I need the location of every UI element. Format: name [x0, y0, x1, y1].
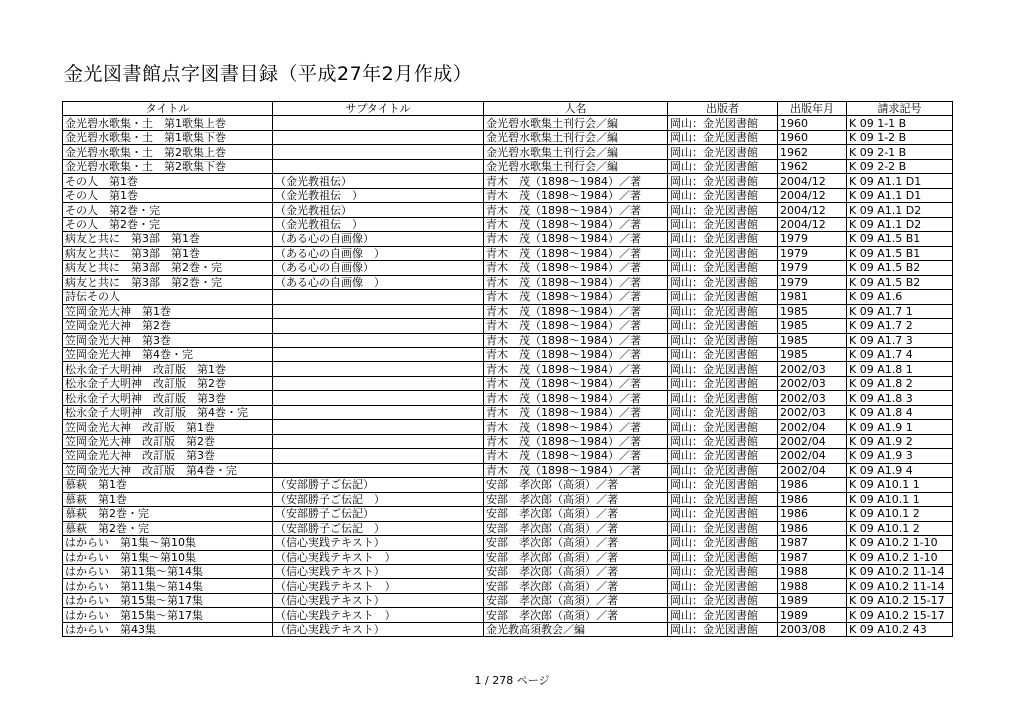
cell-author: 安部 孝次郎（高須）／著 [484, 478, 668, 492]
cell-author: 金光教高須教会／編 [484, 622, 668, 636]
cell-title: 松永金子大明神 改訂版 第1巻 [63, 362, 273, 376]
table-row [63, 174, 953, 188]
cell-title: 笠岡金光大神 第4巻・完 [63, 347, 273, 361]
cell-subtitle [273, 319, 484, 333]
cell-publisher: 岡山：金光図書館 [668, 434, 778, 448]
table-row [63, 391, 953, 405]
cell-title: 笠岡金光大神 改訂版 第2巻 [63, 434, 273, 448]
cell-author: 金光碧水歌集土刊行会／編 [484, 145, 668, 159]
cell-author: 青木 茂（1898～1984）／著 [484, 449, 668, 463]
cell-author: 青木 茂（1898～1984）／著 [484, 290, 668, 304]
cell-subtitle: （安部勝子ご伝記） [273, 478, 484, 492]
cell-subtitle: （金光教祖伝） [273, 174, 484, 188]
cell-author: 青木 茂（1898～1984）／著 [484, 232, 668, 246]
cell-call-number: K 09 A10.1 1 [847, 478, 953, 492]
table-row [63, 579, 953, 593]
cell-publisher: 岡山：金光図書館 [668, 608, 778, 622]
cell-pub-date: 1962 [778, 145, 847, 159]
cell-call-number: K 09 A10.2 1-10 [847, 550, 953, 564]
cell-pub-date: 1979 [778, 275, 847, 289]
page-title: 金光図書館点字図書目録（平成27年2月作成） [64, 63, 473, 85]
cell-title: はからい 第11集～第14集 [63, 565, 273, 579]
cell-publisher: 岡山：金光図書館 [668, 290, 778, 304]
cell-call-number: K 09 A1.9 2 [847, 434, 953, 448]
cell-subtitle [273, 116, 484, 130]
cell-subtitle [273, 304, 484, 318]
cell-title: その人 第2巻・完 [63, 203, 273, 217]
cell-subtitle: （ある心の自画像 ） [273, 275, 484, 289]
cell-title: 松永金子大明神 改訂版 第2巻 [63, 376, 273, 390]
cell-author: 青木 茂（1898～1984）／著 [484, 304, 668, 318]
cell-author: 安部 孝次郎（高須）／著 [484, 550, 668, 564]
cell-publisher: 岡山：金光図書館 [668, 319, 778, 333]
table-row [63, 116, 953, 130]
cell-title: 金光碧水歌集・土 第1歌集下巻 [63, 130, 273, 144]
cell-publisher: 岡山：金光図書館 [668, 203, 778, 217]
cell-subtitle: （信心実践テキスト） [273, 593, 484, 607]
cell-author: 安部 孝次郎（高須）／著 [484, 593, 668, 607]
cell-subtitle: （信心実践テキスト ） [273, 608, 484, 622]
cell-author: 青木 茂（1898～1984）／著 [484, 391, 668, 405]
cell-call-number: K 09 A1.5 B1 [847, 246, 953, 260]
cell-title: 松永金子大明神 改訂版 第4巻・完 [63, 405, 273, 419]
cell-publisher: 岡山：金光図書館 [668, 391, 778, 405]
cell-author: 安部 孝次郎（高須）／著 [484, 608, 668, 622]
cell-title: その人 第1巻 [63, 188, 273, 202]
cell-call-number: K 09 A1.1 D1 [847, 174, 953, 188]
table-row [63, 362, 953, 376]
column-header-call-number: 請求記号 [847, 102, 953, 116]
cell-author: 安部 孝次郎（高須）／著 [484, 579, 668, 593]
cell-call-number: K 09 A1.7 1 [847, 304, 953, 318]
cell-subtitle [273, 290, 484, 304]
cell-publisher: 岡山：金光図書館 [668, 116, 778, 130]
cell-call-number: K 09 A1.9 3 [847, 449, 953, 463]
cell-title: 笠岡金光大神 第3巻 [63, 333, 273, 347]
cell-publisher: 岡山：金光図書館 [668, 463, 778, 477]
table-row [63, 521, 953, 535]
page-number: 1 / 278 ページ [474, 674, 550, 687]
table-row [63, 565, 953, 579]
table-row [63, 261, 953, 275]
cell-call-number: K 09 A1.6 [847, 290, 953, 304]
table-header-row [63, 102, 953, 116]
cell-call-number: K 09 A1.5 B2 [847, 261, 953, 275]
cell-author: 青木 茂（1898～1984）／著 [484, 420, 668, 434]
cell-title: 病友と共に 第3部 第1巻 [63, 246, 273, 260]
cell-call-number: K 09 A10.2 11-14 [847, 579, 953, 593]
cell-publisher: 岡山：金光図書館 [668, 449, 778, 463]
cell-title: はからい 第11集～第14集 [63, 579, 273, 593]
cell-pub-date: 1986 [778, 478, 847, 492]
cell-title: 金光碧水歌集・土 第1歌集上巻 [63, 116, 273, 130]
cell-call-number: K 09 A10.1 2 [847, 521, 953, 535]
table-row [63, 203, 953, 217]
cell-author: 青木 茂（1898～1984）／著 [484, 261, 668, 275]
cell-title: 笠岡金光大神 第1巻 [63, 304, 273, 318]
cell-author: 青木 茂（1898～1984）／著 [484, 362, 668, 376]
cell-call-number: K 09 A1.1 D2 [847, 217, 953, 231]
cell-title: 病友と共に 第3部 第1巻 [63, 232, 273, 246]
table-row [63, 319, 953, 333]
cell-call-number: K 09 A10.2 43 [847, 622, 953, 636]
cell-title: はからい 第15集～第17集 [63, 608, 273, 622]
cell-call-number: K 09 A1.1 D2 [847, 203, 953, 217]
cell-author: 安部 孝次郎（高須）／著 [484, 565, 668, 579]
cell-publisher: 岡山：金光図書館 [668, 130, 778, 144]
cell-subtitle: （信心実践テキスト） [273, 536, 484, 550]
cell-call-number: K 09 2-1 B [847, 145, 953, 159]
cell-title: はからい 第1集～第10集 [63, 536, 273, 550]
cell-subtitle: （安部勝子ご伝記 ） [273, 521, 484, 535]
cell-pub-date: 1989 [778, 608, 847, 622]
cell-call-number: K 09 A1.8 3 [847, 391, 953, 405]
cell-author: 安部 孝次郎（高須）／著 [484, 492, 668, 506]
cell-pub-date: 1987 [778, 536, 847, 550]
cell-call-number: K 09 A10.2 11-14 [847, 565, 953, 579]
cell-publisher: 岡山：金光図書館 [668, 622, 778, 636]
cell-pub-date: 1979 [778, 246, 847, 260]
cell-pub-date: 1981 [778, 290, 847, 304]
cell-pub-date: 1985 [778, 304, 847, 318]
table-row [63, 347, 953, 361]
cell-subtitle [273, 333, 484, 347]
cell-call-number: K 09 A1.9 1 [847, 420, 953, 434]
cell-subtitle [273, 391, 484, 405]
cell-publisher: 岡山：金光図書館 [668, 593, 778, 607]
table-row [63, 608, 953, 622]
cell-pub-date: 1988 [778, 579, 847, 593]
cell-call-number: K 09 A1.1 D1 [847, 188, 953, 202]
cell-author: 青木 茂（1898～1984）／著 [484, 174, 668, 188]
cell-subtitle [273, 347, 484, 361]
cell-call-number: K 09 1-2 B [847, 130, 953, 144]
cell-author: 安部 孝次郎（高須）／著 [484, 507, 668, 521]
column-header-pub-date: 出版年月 [778, 102, 847, 116]
cell-author: 金光碧水歌集土刊行会／編 [484, 130, 668, 144]
cell-author: 青木 茂（1898～1984）／著 [484, 463, 668, 477]
cell-pub-date: 1962 [778, 159, 847, 173]
table-row [63, 550, 953, 564]
cell-pub-date: 2002/04 [778, 420, 847, 434]
cell-title: 笠岡金光大神 改訂版 第3巻 [63, 449, 273, 463]
table-row [63, 376, 953, 390]
column-header-author: 人名 [484, 102, 668, 116]
catalog-table [62, 101, 953, 637]
cell-pub-date: 1986 [778, 492, 847, 506]
cell-pub-date: 2004/12 [778, 203, 847, 217]
cell-pub-date: 1985 [778, 333, 847, 347]
table-row [63, 593, 953, 607]
cell-call-number: K 09 A10.2 1-10 [847, 536, 953, 550]
table-row [63, 232, 953, 246]
cell-title: はからい 第15集～第17集 [63, 593, 273, 607]
cell-pub-date: 1960 [778, 130, 847, 144]
cell-subtitle [273, 159, 484, 173]
cell-subtitle: （ある心の自画像） [273, 261, 484, 275]
cell-subtitle: （信心実践テキスト ） [273, 579, 484, 593]
cell-author: 青木 茂（1898～1984）／著 [484, 347, 668, 361]
column-header-title: タイトル [63, 102, 273, 116]
cell-call-number: K 09 A1.7 3 [847, 333, 953, 347]
cell-subtitle: （信心実践テキスト ） [273, 550, 484, 564]
cell-pub-date: 1979 [778, 261, 847, 275]
table-row [63, 420, 953, 434]
cell-subtitle [273, 420, 484, 434]
cell-author: 青木 茂（1898～1984）／著 [484, 333, 668, 347]
cell-pub-date: 1988 [778, 565, 847, 579]
cell-subtitle [273, 362, 484, 376]
cell-pub-date: 2002/04 [778, 434, 847, 448]
cell-publisher: 岡山：金光図書館 [668, 362, 778, 376]
cell-pub-date: 2002/03 [778, 391, 847, 405]
cell-pub-date: 1987 [778, 550, 847, 564]
table-row [63, 188, 953, 202]
table-row [63, 130, 953, 144]
cell-call-number: K 09 A1.8 2 [847, 376, 953, 390]
cell-publisher: 岡山：金光図書館 [668, 333, 778, 347]
cell-call-number: K 09 A10.1 2 [847, 507, 953, 521]
cell-author: 青木 茂（1898～1984）／著 [484, 376, 668, 390]
cell-publisher: 岡山：金光図書館 [668, 347, 778, 361]
cell-title: 笠岡金光大神 第2巻 [63, 319, 273, 333]
cell-call-number: K 09 A1.5 B1 [847, 232, 953, 246]
cell-pub-date: 2002/03 [778, 376, 847, 390]
cell-subtitle [273, 130, 484, 144]
cell-call-number: K 09 1-1 B [847, 116, 953, 130]
cell-author: 安部 孝次郎（高須）／著 [484, 521, 668, 535]
cell-title: 金光碧水歌集・土 第2歌集下巻 [63, 159, 273, 173]
cell-pub-date: 2002/03 [778, 405, 847, 419]
cell-subtitle [273, 405, 484, 419]
cell-author: 青木 茂（1898～1984）／著 [484, 246, 668, 260]
cell-call-number: K 09 A1.8 1 [847, 362, 953, 376]
cell-publisher: 岡山：金光図書館 [668, 174, 778, 188]
cell-subtitle: （信心実践テキスト） [273, 565, 484, 579]
cell-subtitle: （ある心の自画像 ） [273, 246, 484, 260]
cell-pub-date: 1960 [778, 116, 847, 130]
cell-publisher: 岡山：金光図書館 [668, 420, 778, 434]
cell-publisher: 岡山：金光図書館 [668, 405, 778, 419]
cell-pub-date: 1989 [778, 593, 847, 607]
table-row [63, 507, 953, 521]
cell-publisher: 岡山：金光図書館 [668, 145, 778, 159]
cell-author: 金光碧水歌集土刊行会／編 [484, 116, 668, 130]
cell-call-number: K 09 A1.7 2 [847, 319, 953, 333]
cell-subtitle: （安部勝子ご伝記） [273, 507, 484, 521]
cell-call-number: K 09 A10.1 1 [847, 492, 953, 506]
cell-publisher: 岡山：金光図書館 [668, 159, 778, 173]
cell-author: 青木 茂（1898～1984）／著 [484, 434, 668, 448]
cell-publisher: 岡山：金光図書館 [668, 246, 778, 260]
cell-call-number: K 09 A1.7 4 [847, 347, 953, 361]
cell-title: 松永金子大明神 改訂版 第3巻 [63, 391, 273, 405]
table-row [63, 275, 953, 289]
cell-pub-date: 2003/08 [778, 622, 847, 636]
cell-pub-date: 2004/12 [778, 188, 847, 202]
cell-subtitle [273, 376, 484, 390]
cell-call-number: K 09 A1.8 4 [847, 405, 953, 419]
cell-title: その人 第1巻 [63, 174, 273, 188]
cell-title: その人 第2巻・完 [63, 217, 273, 231]
cell-pub-date: 1985 [778, 319, 847, 333]
cell-author: 青木 茂（1898～1984）／著 [484, 319, 668, 333]
cell-publisher: 岡山：金光図書館 [668, 376, 778, 390]
cell-publisher: 岡山：金光図書館 [668, 492, 778, 506]
column-header-subtitle: サブタイトル [273, 102, 484, 116]
table-row [63, 217, 953, 231]
cell-pub-date: 2004/12 [778, 217, 847, 231]
table-row [63, 434, 953, 448]
cell-author: 青木 茂（1898～1984）／著 [484, 275, 668, 289]
cell-subtitle [273, 449, 484, 463]
column-header-publisher: 出版者 [668, 102, 778, 116]
cell-publisher: 岡山：金光図書館 [668, 507, 778, 521]
table-row [63, 622, 953, 636]
table-row [63, 449, 953, 463]
cell-author: 青木 茂（1898～1984）／著 [484, 203, 668, 217]
cell-publisher: 岡山：金光図書館 [668, 536, 778, 550]
table-row [63, 478, 953, 492]
cell-publisher: 岡山：金光図書館 [668, 232, 778, 246]
cell-title: 慕萩 第2巻・完 [63, 521, 273, 535]
table-row [63, 145, 953, 159]
cell-pub-date: 1979 [778, 232, 847, 246]
cell-subtitle [273, 463, 484, 477]
cell-pub-date: 1986 [778, 507, 847, 521]
cell-pub-date: 2002/03 [778, 362, 847, 376]
cell-publisher: 岡山：金光図書館 [668, 550, 778, 564]
table-row [63, 492, 953, 506]
cell-pub-date: 1985 [778, 347, 847, 361]
table-row [63, 536, 953, 550]
cell-author: 青木 茂（1898～1984）／著 [484, 405, 668, 419]
cell-publisher: 岡山：金光図書館 [668, 261, 778, 275]
table-row [63, 463, 953, 477]
table-body [63, 116, 953, 637]
table-row [63, 246, 953, 260]
cell-title: 慕萩 第1巻 [63, 492, 273, 506]
cell-subtitle [273, 434, 484, 448]
cell-publisher: 岡山：金光図書館 [668, 478, 778, 492]
cell-subtitle: （ある心の自画像） [273, 232, 484, 246]
cell-call-number: K 09 A10.2 15-17 [847, 608, 953, 622]
cell-publisher: 岡山：金光図書館 [668, 217, 778, 231]
table-row [63, 304, 953, 318]
cell-publisher: 岡山：金光図書館 [668, 579, 778, 593]
cell-subtitle: （金光教祖伝 ） [273, 217, 484, 231]
cell-subtitle: （金光教祖伝 ） [273, 188, 484, 202]
cell-publisher: 岡山：金光図書館 [668, 188, 778, 202]
cell-call-number: K 09 2-2 B [847, 159, 953, 173]
cell-publisher: 岡山：金光図書館 [668, 565, 778, 579]
cell-publisher: 岡山：金光図書館 [668, 521, 778, 535]
cell-title: 病友と共に 第3部 第2巻・完 [63, 275, 273, 289]
cell-call-number: K 09 A1.9 4 [847, 463, 953, 477]
cell-call-number: K 09 A10.2 15-17 [847, 593, 953, 607]
table-row [63, 159, 953, 173]
cell-pub-date: 2002/04 [778, 463, 847, 477]
cell-subtitle: （金光教祖伝） [273, 203, 484, 217]
cell-author: 金光碧水歌集土刊行会／編 [484, 159, 668, 173]
cell-title: 病友と共に 第3部 第2巻・完 [63, 261, 273, 275]
cell-title: 笠岡金光大神 改訂版 第4巻・完 [63, 463, 273, 477]
cell-call-number: K 09 A1.5 B2 [847, 275, 953, 289]
cell-pub-date: 1986 [778, 521, 847, 535]
cell-author: 安部 孝次郎（高須）／著 [484, 536, 668, 550]
cell-publisher: 岡山：金光図書館 [668, 275, 778, 289]
table-row [63, 333, 953, 347]
cell-title: はからい 第43集 [63, 622, 273, 636]
cell-author: 青木 茂（1898～1984）／著 [484, 188, 668, 202]
cell-publisher: 岡山：金光図書館 [668, 304, 778, 318]
cell-subtitle: （安部勝子ご伝記 ） [273, 492, 484, 506]
table-row [63, 290, 953, 304]
cell-title: 慕萩 第1巻 [63, 478, 273, 492]
cell-subtitle: （信心実践テキスト） [273, 622, 484, 636]
cell-title: 笠岡金光大神 改訂版 第1巻 [63, 420, 273, 434]
cell-author: 青木 茂（1898～1984）／著 [484, 217, 668, 231]
cell-title: 詩伝その人 [63, 290, 273, 304]
cell-pub-date: 2002/04 [778, 449, 847, 463]
cell-subtitle [273, 145, 484, 159]
cell-pub-date: 2004/12 [778, 174, 847, 188]
cell-title: 慕萩 第2巻・完 [63, 507, 273, 521]
cell-title: はからい 第1集～第10集 [63, 550, 273, 564]
cell-title: 金光碧水歌集・土 第2歌集上巻 [63, 145, 273, 159]
table-row [63, 405, 953, 419]
